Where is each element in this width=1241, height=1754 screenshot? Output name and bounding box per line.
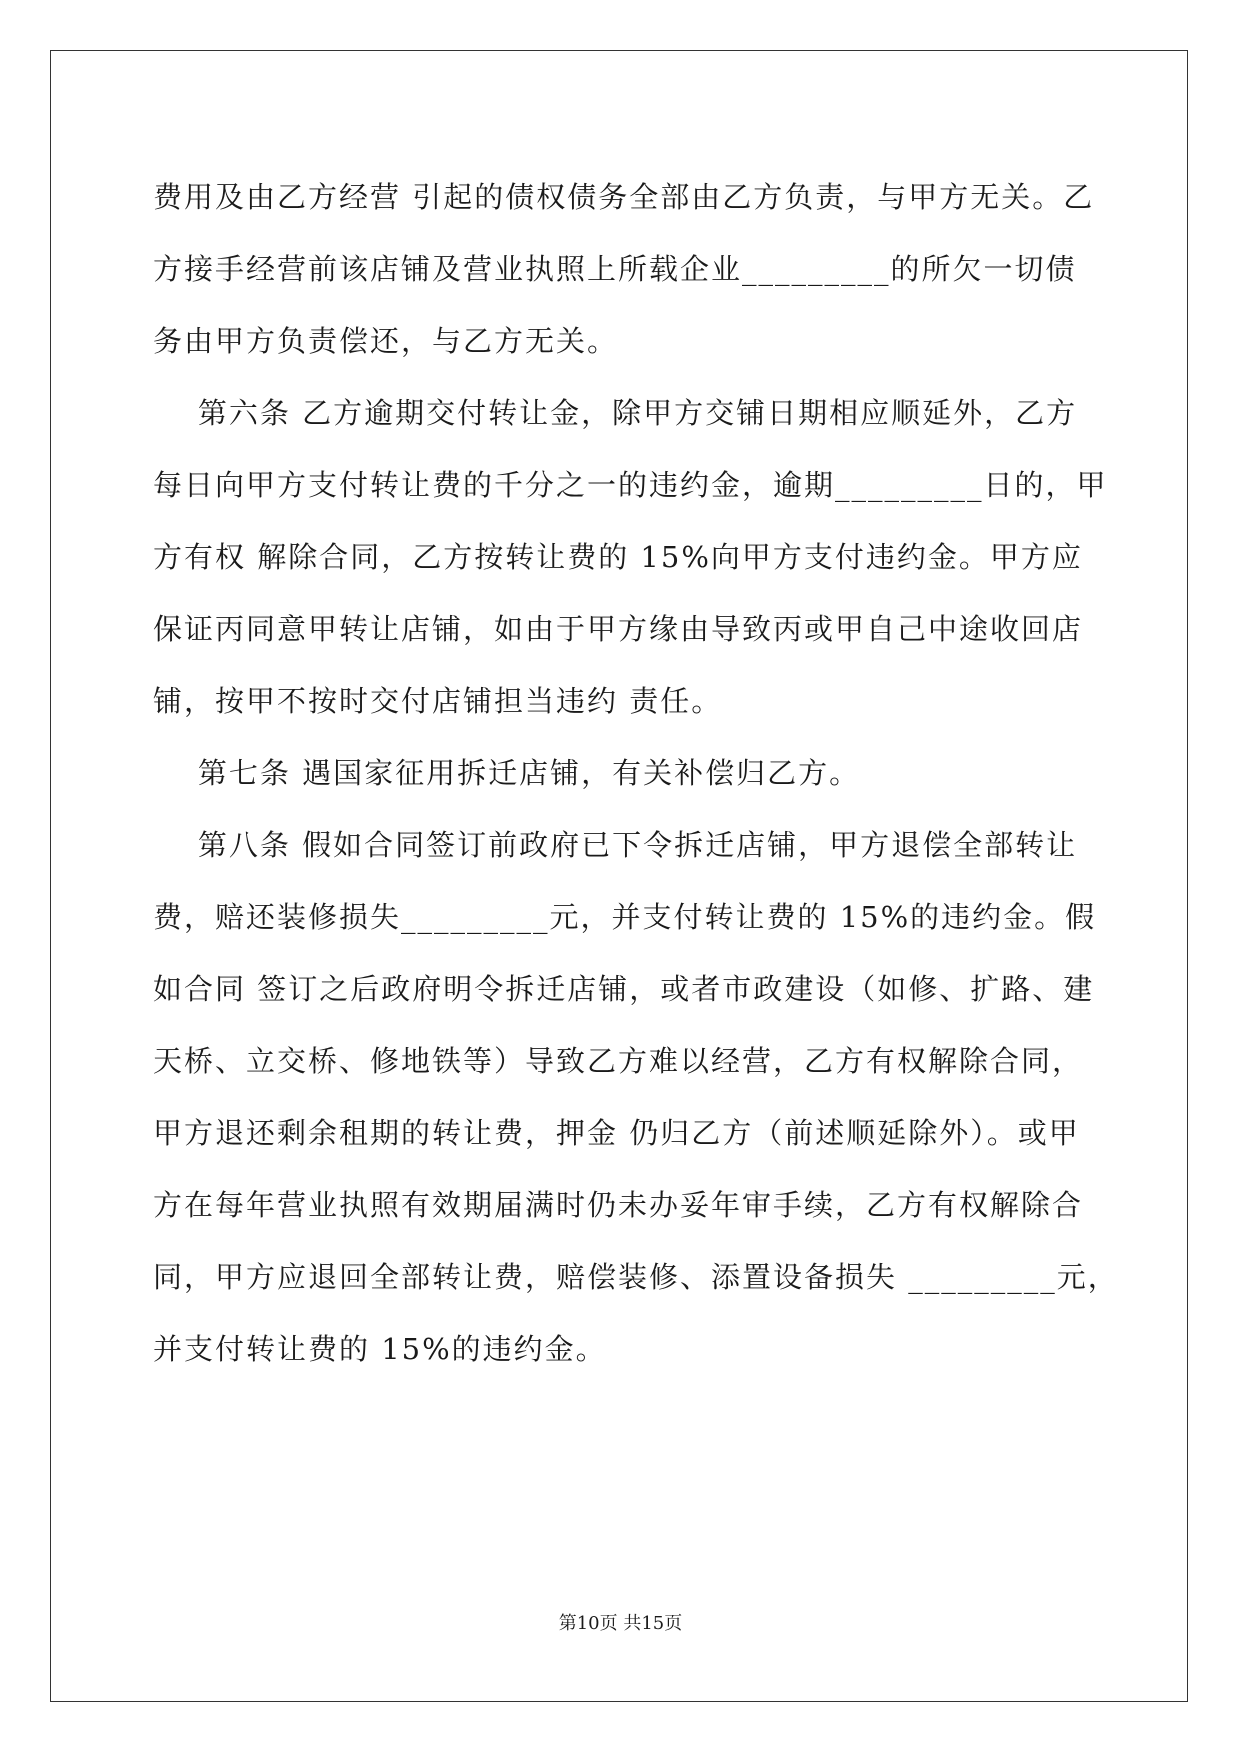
page-number-footer: 第10页 共15页 [558,1613,683,1634]
text-line: 方接手经营前该店铺及营业执照上所载企业_________的所欠一切债 [153,252,1077,286]
text-line: 每日向甲方支付转让费的千分之一的违约金，逾期_________日的，甲 [153,468,1108,502]
document-body [153,161,1119,1385]
text-line: 第六条 乙方逾期交付转让金，除甲方交铺日期相应顺延外，乙方 [153,396,1078,430]
text-line: 同，甲方应退回全部转让费，赔偿装修、添置设备损失 _________元， [153,1260,1119,1294]
text-line: 保证丙同意甲转让店铺，如由于甲方缘由导致丙或甲自己中途收回店 [153,612,1084,646]
text-line: 如合同 签订之后政府明令拆迁店铺，或者市政建设（如修、扩路、建 [153,972,1095,1006]
text-line: 方有权 解除合同，乙方按转让费的 15%向甲方支付违约金。甲方应 [153,540,1083,574]
text-line: 甲方退还剩余租期的转让费，押金 仍归乙方（前述顺延除外）。或甲 [153,1116,1080,1150]
text-line: 并支付转让费的 15%的违约金。 [153,1332,607,1366]
text-line: 第七条 遇国家征用拆迁店铺，有关补偿归乙方。 [153,756,861,790]
text-line: 务由甲方负责偿还，与乙方无关。 [153,324,619,358]
text-line: 费，赔还装修损失_________元，并支付转让费的 15%的违约金。假 [153,900,1097,934]
text-line: 方在每年营业执照有效期届满时仍未办妥年审手续，乙方有权解除合 [153,1188,1084,1222]
text-line: 天桥、立交桥、修地铁等）导致乙方难以经营，乙方有权解除合同， [153,1044,1084,1078]
text-line: 第八条 假如合同签订前政府已下令拆迁店铺，甲方退偿全部转让 [153,828,1078,862]
text-line: 费用及由乙方经营 引起的债权债务全部由乙方负责，与甲方无关。乙 [153,180,1095,214]
text-line: 铺，按甲不按时交付店铺担当违约 责任。 [153,684,723,718]
